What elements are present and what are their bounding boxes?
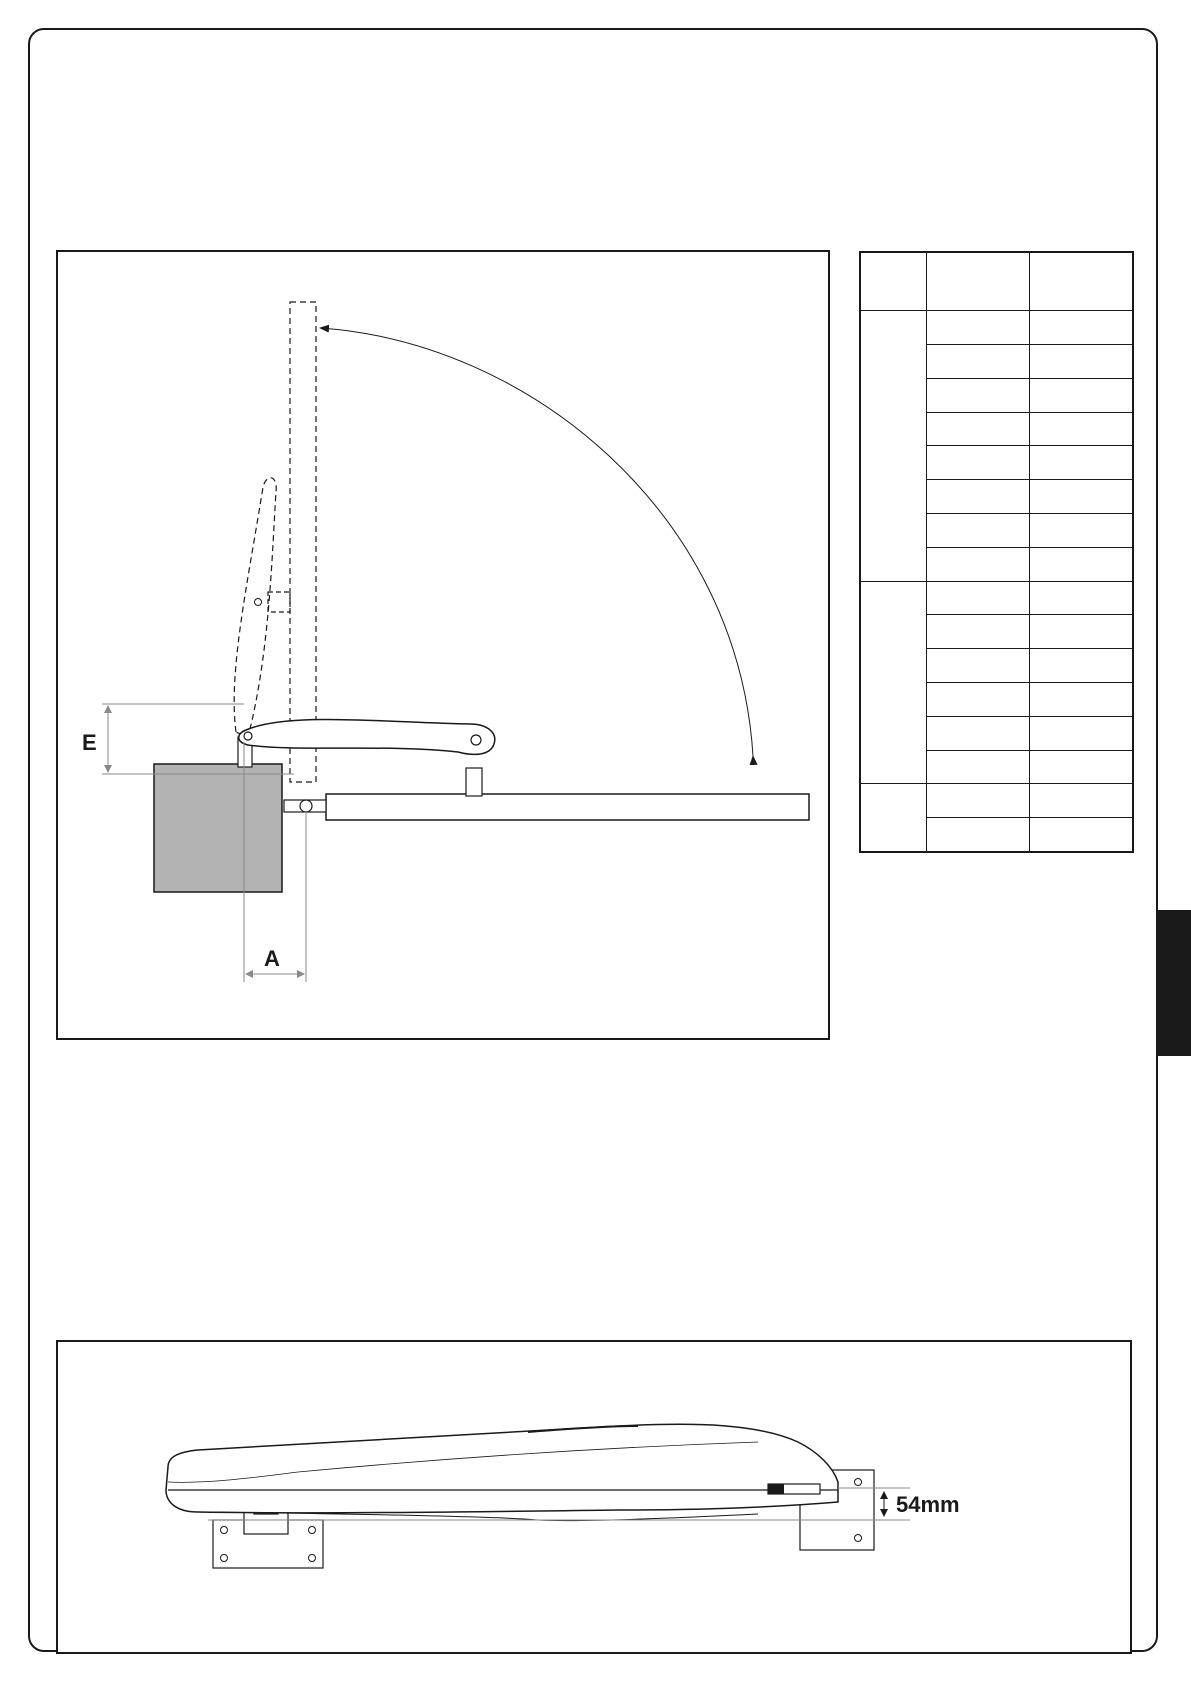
table-cell	[1029, 311, 1133, 345]
opening-arc	[320, 328, 753, 756]
table-cell	[1029, 446, 1133, 480]
table-group-cell	[860, 581, 926, 784]
table-cell	[926, 784, 1029, 818]
arm-pivot-pillar	[244, 732, 252, 740]
table-cell	[926, 682, 1029, 716]
table-cell	[1029, 750, 1133, 784]
table-cell	[1029, 581, 1133, 615]
gate-opening-diagram	[56, 250, 830, 1040]
table-cell	[1029, 345, 1133, 379]
table-cell	[1029, 682, 1133, 716]
table-header-cell	[1029, 252, 1133, 311]
operator-underside	[208, 1512, 758, 1521]
table-cell	[926, 750, 1029, 784]
operator-side-view	[56, 1340, 1132, 1654]
table-group-cell	[860, 784, 926, 852]
table-cell	[926, 446, 1029, 480]
table-row	[860, 784, 1133, 818]
table-cell	[1029, 514, 1133, 548]
gate-leaf-open	[290, 302, 316, 782]
table-cell	[926, 378, 1029, 412]
table-row	[860, 311, 1133, 345]
gate-bracket-post	[466, 768, 482, 796]
table-cell	[926, 716, 1029, 750]
table-cell	[926, 581, 1029, 615]
dim-e-label: E	[82, 730, 97, 755]
table-cell	[926, 480, 1029, 514]
operator-arm-open	[234, 478, 276, 737]
table-cell	[926, 412, 1029, 446]
table-cell	[926, 818, 1029, 852]
dimensions-table	[859, 251, 1134, 853]
dim-height-label: 54mm	[896, 1492, 960, 1517]
table-cell	[1029, 784, 1133, 818]
hinge-pin	[300, 800, 312, 812]
operator-housing	[166, 1424, 838, 1513]
table-cell	[1029, 716, 1133, 750]
table-cell	[926, 615, 1029, 649]
dim-a-label: A	[264, 946, 280, 971]
table-header-cell	[860, 252, 926, 311]
table-header-cell	[926, 252, 1029, 311]
table-cell	[1029, 412, 1133, 446]
table-group-cell	[860, 311, 926, 581]
arm-pivot-open	[255, 599, 262, 606]
gate-leaf-closed	[326, 794, 809, 820]
table-row	[860, 581, 1133, 615]
table-cell	[1029, 547, 1133, 581]
table-cell	[926, 514, 1029, 548]
table-cell	[926, 311, 1029, 345]
arm-pivot-gate	[471, 735, 481, 745]
table-cell	[926, 547, 1029, 581]
table-header-row	[860, 252, 1133, 311]
table-cell	[926, 649, 1029, 683]
gate-bracket-open	[268, 592, 290, 612]
operator-arm-closed	[239, 719, 495, 754]
pillar	[154, 764, 282, 892]
section-tab	[1158, 910, 1191, 1056]
operator-side-svg	[58, 1342, 1130, 1652]
front-arm-tip	[768, 1484, 784, 1494]
table-cell	[1029, 615, 1133, 649]
table-cell	[1029, 818, 1133, 852]
table-cell	[1029, 480, 1133, 514]
table-cell	[926, 345, 1029, 379]
table-cell	[1029, 378, 1133, 412]
table-cell	[1029, 649, 1133, 683]
gate-opening-svg	[58, 252, 828, 1038]
